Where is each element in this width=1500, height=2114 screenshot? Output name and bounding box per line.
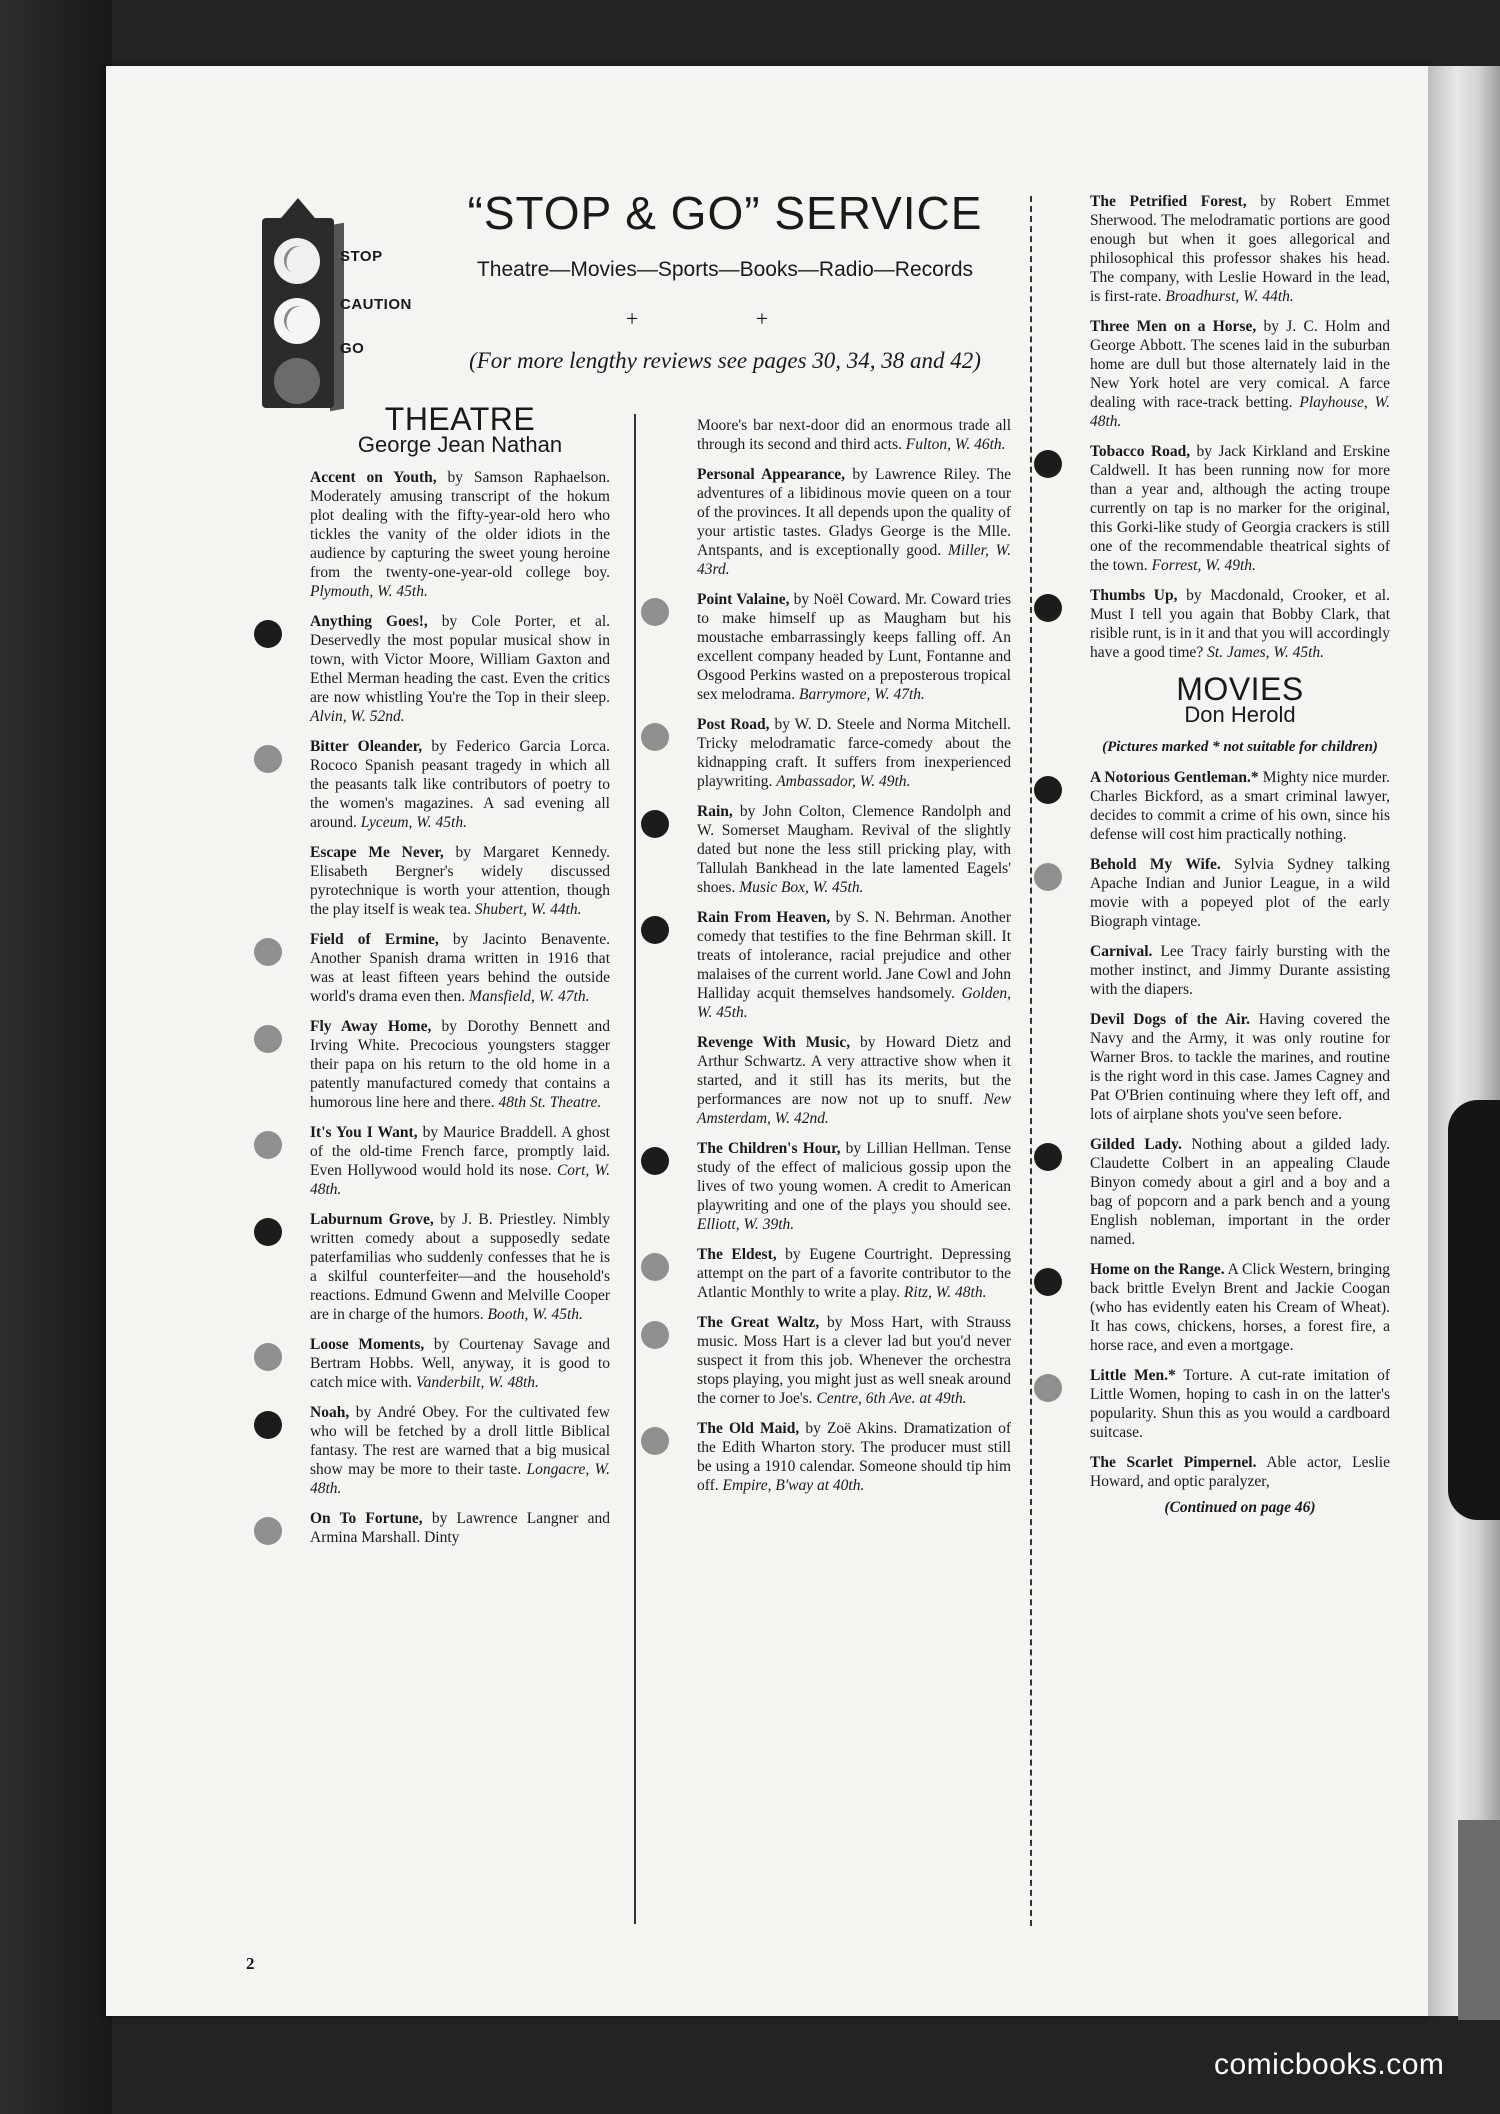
review-body: Moore's bar next-door did an enormous trade all through its second and third acts. xyxy=(697,417,1011,453)
review-body: by Howard Dietz and Arthur Schwartz. A very attractive show when it started, and it still has its merits, but the performances are now not up to snuff. xyxy=(697,1034,1011,1108)
review-entry xyxy=(1090,1010,1390,1124)
review-entry xyxy=(1090,586,1390,662)
review-entry xyxy=(1090,1260,1390,1355)
review-venue: Elliott, W. 39th. xyxy=(697,1216,795,1233)
stop-signal-icon xyxy=(254,620,282,648)
review-title: Gilded Lady. xyxy=(1090,1136,1182,1153)
review-venue: New Amsterdam, W. 42nd. xyxy=(697,1091,1011,1127)
stop-signal-icon xyxy=(641,810,669,838)
scan-edge xyxy=(1458,1820,1500,2020)
review-body: by Lawrence Langner and Armina Marshall. Dinty xyxy=(310,1510,610,1546)
review-venue: Broadhurst, W. 44th. xyxy=(1165,288,1294,305)
crosses-ornament: + + xyxy=(625,306,825,331)
review-venue: Music Box, W. 45th. xyxy=(739,879,864,896)
review-venue: St. James, W. 45th. xyxy=(1207,644,1325,661)
review-entry xyxy=(310,1509,610,1547)
column-divider xyxy=(634,414,636,1924)
review-title: Loose Moments, xyxy=(310,1336,425,1353)
review-title: Noah, xyxy=(310,1404,350,1421)
review-entry xyxy=(1090,1453,1390,1491)
watermark: comicbooks.com xyxy=(1214,2048,1445,2081)
review-entry xyxy=(310,737,610,832)
review-entry xyxy=(310,1210,610,1324)
go-label: GO xyxy=(340,340,365,357)
review-entry xyxy=(697,416,1011,454)
review-entry xyxy=(697,715,1011,791)
review-body: by Jack Kirkland and Erskine Caldwell. It has been running now for more than a year and, although the acting troupe currently on tap is no marker for the original, this Gorki-like study of Georgia crackers is still one of the recommendable theatrical sights of the town. xyxy=(1090,443,1390,574)
review-entry xyxy=(310,1017,610,1112)
review-venue: Fulton, W. 46th. xyxy=(905,436,1006,453)
review-body: Lee Tracy fairly bursting with the mother instinct, and Jimmy Durante assisting with the diapers. xyxy=(1090,943,1390,998)
review-title: The Old Maid, xyxy=(697,1420,800,1437)
review-title: Tobacco Road, xyxy=(1090,443,1191,460)
review-body: by Maurice Braddell. A ghost of the old-time French farce, promptly laid. Even Hollywood would hold its nose. xyxy=(310,1124,610,1179)
review-entry xyxy=(1090,942,1390,999)
review-entry xyxy=(697,908,1011,1022)
movie-entries xyxy=(1090,768,1390,1491)
review-title: Field of Ermine, xyxy=(310,931,439,948)
stop-signal-icon xyxy=(1034,1268,1062,1296)
review-venue: Miller, W. 43rd. xyxy=(697,542,1011,578)
column-2 xyxy=(697,416,1011,1506)
review-title: Three Men on a Horse, xyxy=(1090,318,1257,335)
stop-signal-icon xyxy=(641,916,669,944)
review-venue: Ambassador, W. 49th. xyxy=(776,773,911,790)
review-body: by J. B. Priestley. Nimbly written comedy about a supposedly sedate paterfamilias who suddenly confesses that he is a skilful counterfeiter—and the household's reactions. Edmund Gwenn and Melville Cooper are in charge of the humors. xyxy=(310,1211,610,1323)
caution-signal-icon xyxy=(641,1427,669,1455)
review-entry xyxy=(310,843,610,919)
review-entry xyxy=(310,468,610,601)
review-title: On To Fortune, xyxy=(310,1510,423,1527)
review-body: by Margaret Kennedy. Elisabeth Bergner's widely discussed pyrotechnique is worth your attention, though the play itself is weak tea. xyxy=(310,844,611,918)
continued-note: (Continued on page 46) xyxy=(1164,1499,1316,1516)
review-venue: Empire, B'way at 40th. xyxy=(722,1477,865,1494)
scan-shadow xyxy=(1448,1100,1500,1520)
stop-lamp-icon xyxy=(274,238,320,284)
review-entry xyxy=(310,1335,610,1392)
review-body: by S. N. Behrman. Another comedy that testifies to the fine Behrman skill. It treats of intolerance, racial prejudice and other malaises of the current world. Jane Cowl and John Halliday acquit themselves handsomely. xyxy=(697,909,1011,1002)
review-venue: Cort, W. 48th. xyxy=(310,1162,610,1198)
review-title: Little Men.* xyxy=(1090,1367,1176,1384)
caution-signal-icon xyxy=(641,1253,669,1281)
stop-signal-icon xyxy=(1034,776,1062,804)
review-body: by André Obey. For the cultivated few who will be fetched by a droll little Biblical fantasy. The rest are warned that a big musical show may be more to their taste. xyxy=(310,1404,610,1478)
review-entry xyxy=(1090,1366,1390,1442)
review-venue: Barrymore, W. 47th. xyxy=(799,686,925,703)
review-venue: Longacre, W. 48th. xyxy=(310,1461,610,1497)
caution-label: CAUTION xyxy=(340,296,412,313)
review-title: Bitter Oleander, xyxy=(310,738,423,755)
review-title: The Great Waltz, xyxy=(697,1314,820,1331)
review-entry xyxy=(697,1033,1011,1128)
review-title: Thumbs Up, xyxy=(1090,587,1178,604)
review-title: Accent on Youth, xyxy=(310,469,437,486)
stop-signal-icon xyxy=(1034,450,1062,478)
caution-signal-icon xyxy=(641,598,669,626)
review-body: Mighty nice murder. Charles Bickford, as a smart criminal lawyer, decides to commit a crime of his own, since his defense will cost him practically nothing. xyxy=(1090,769,1390,843)
review-title: The Scarlet Pimpernel. xyxy=(1090,1454,1257,1471)
review-body: by Federico Garcia Lorca. Rococo Spanish peasant tragedy in which all the peasants talk like contributors of poetry to the women's magazines. A sad evening all around. xyxy=(310,738,610,831)
review-body: by Zoë Akins. Dramatization of the Edith Wharton story. The producer must still be using a 1910 calendar. Someone should tip him off. xyxy=(697,1420,1011,1494)
review-body: by Macdonald, Crooker, et al. Must I tell you again that Bobby Clark, that risible runt, is in it and that you will accordingly have a good time? xyxy=(1090,587,1390,661)
review-body: Having covered the Navy and the Army, it was only routine for Warner Bros. to tackle the marines, and routine is the right word in this case. James Cagney and Pat O'Brien continuing where they left off, and lots of airplane shots you've seen before. xyxy=(1090,1011,1390,1123)
review-body: by Samson Raphaelson. Moderately amusing transcript of the hokum plot dealing with the fifty-year-old hero who tickles the vanity of the older idiots in the audience by capturing the sweet young heroine from the twenty-one-year-old college boy. xyxy=(310,469,610,581)
review-title: Home on the Range. xyxy=(1090,1261,1225,1278)
review-title: Laburnum Grove, xyxy=(310,1211,434,1228)
review-venue: Alvin, W. 52nd. xyxy=(310,708,405,725)
stop-signal-icon xyxy=(254,1411,282,1439)
column-divider xyxy=(1030,196,1032,1926)
review-entry xyxy=(697,1313,1011,1408)
review-title: The Petrified Forest, xyxy=(1090,193,1247,210)
caution-lamp-icon xyxy=(274,298,320,344)
review-entry xyxy=(310,1403,610,1498)
review-body: by Eugene Courtright. Depressing attempt on the part of a favorite contributor to the Atlantic Monthly to write a play. xyxy=(697,1246,1011,1301)
review-title: Post Road, xyxy=(697,716,770,733)
review-title: Behold My Wife. xyxy=(1090,856,1221,873)
review-body: Torture. A cut-rate imitation of Little Women, hoping to cash in on the latter's popularity. Shun this as you would a cardboard suitcase. xyxy=(1090,1367,1390,1441)
review-title: The Eldest, xyxy=(697,1246,777,1263)
review-title: Devil Dogs of the Air. xyxy=(1090,1011,1250,1028)
scan-background xyxy=(0,0,112,2114)
review-entry xyxy=(1090,442,1390,575)
review-title: Revenge With Music, xyxy=(697,1034,851,1051)
stop-signal-icon xyxy=(641,1147,669,1175)
caution-signal-icon xyxy=(641,723,669,751)
stop-label: STOP xyxy=(340,248,383,265)
movies-heading: MOVIES xyxy=(1176,671,1304,707)
theatre-heading: THEATRE xyxy=(384,401,536,437)
page-number: 2 xyxy=(246,1954,255,1973)
review-body: by Dorothy Bennett and Irving White. Precocious youngsters stagger their papa on his return to the old home in a patently manufactured comedy that contains a humorous line here and there. xyxy=(310,1018,610,1111)
column-1 xyxy=(310,401,611,1558)
review-entry xyxy=(697,1419,1011,1495)
reviews-note: (For more lengthy reviews see pages 30, 34, 38 and 42) xyxy=(469,348,981,373)
sections-line: Theatre—Movies—Sports—Books—Radio—Records xyxy=(476,258,973,281)
review-title: Fly Away Home, xyxy=(310,1018,432,1035)
review-venue: Plymouth, W. 45th. xyxy=(310,583,428,600)
review-entry xyxy=(1090,317,1390,431)
review-entry xyxy=(1090,855,1390,931)
theatre-entries xyxy=(310,468,610,1547)
theatre-entries-continued xyxy=(697,416,1011,1495)
movies-critic: Don Herold xyxy=(1184,702,1296,727)
page-title: “STOP & GO” SERVICE xyxy=(467,187,983,239)
caution-signal-icon xyxy=(254,1025,282,1053)
caution-signal-icon xyxy=(641,1321,669,1349)
review-body: Sylvia Sydney talking Apache Indian and Junior League, in a wild movie with a popeyed plot of the early Biograph vintage. xyxy=(1090,856,1390,930)
caution-signal-icon xyxy=(254,1517,282,1545)
review-venue: Ritz, W. 48th. xyxy=(903,1284,987,1301)
review-venue: Mansfield, W. 47th. xyxy=(469,988,590,1005)
review-body: by Courtenay Savage and Bertram Hobbs. Well, anyway, it is good to catch mice with. xyxy=(310,1336,610,1391)
stop-signal-icon xyxy=(1034,594,1062,622)
review-entry xyxy=(697,1245,1011,1302)
review-title: It's You I Want, xyxy=(310,1124,418,1141)
review-title: A Notorious Gentleman.* xyxy=(1090,769,1259,786)
review-entry xyxy=(697,590,1011,704)
review-venue: Lyceum, W. 45th. xyxy=(360,814,467,831)
review-title: The Children's Hour, xyxy=(697,1140,841,1157)
review-venue: Centre, 6th Ave. at 49th. xyxy=(816,1390,967,1407)
caution-signal-icon xyxy=(254,1131,282,1159)
review-body: by Lillian Hellman. Tense study of the effect of malicious gossip upon the lives of two young women. A credit to American playwriting and one of the plays you should see. xyxy=(697,1140,1011,1214)
movies-note: (Pictures marked * not suitable for children) xyxy=(1102,739,1378,755)
review-body: by Moss Hart, with Strauss music. Moss Hart is a clever lad but you'd never suspect it from this job. Whenever the orchestra stops playing, you might just as well sneak around the corner to Joe's. xyxy=(697,1314,1011,1407)
review-venue: 48th St. Theatre. xyxy=(498,1094,602,1111)
column-3 xyxy=(1090,192,1390,1517)
theatre-critic: George Jean Nathan xyxy=(357,432,563,457)
review-body: by Jacinto Benavente. Another Spanish drama written in 1916 that was at least fifteen years behind the outside world's drama even then. xyxy=(310,931,610,1005)
go-lamp-icon xyxy=(274,358,320,404)
review-entry xyxy=(310,1123,610,1199)
caution-signal-icon xyxy=(1034,863,1062,891)
review-entry xyxy=(697,1139,1011,1234)
review-body: Nothing about a gilded lady. Claudette Colbert in an appealing Claude Binyon comedy about a girl and a boy and a bag of popcorn and a park bench and a young English nobleman, important in the order named. xyxy=(1090,1136,1390,1248)
review-body: A Click Western, bringing back brittle Evelyn Brent and Jackie Coogan (who has evidently eaten his Cream of Wheat). It has cows, chickens, horses, a forest fire, a horse race, and even a mortgage. xyxy=(1090,1261,1390,1354)
review-venue: Playhouse, W. 48th. xyxy=(1090,394,1390,430)
review-entry xyxy=(697,802,1011,897)
review-title: Carnival. xyxy=(1090,943,1153,960)
review-title: Point Valaine, xyxy=(697,591,790,608)
review-venue: Forrest, W. 49th. xyxy=(1151,557,1256,574)
review-title: Rain From Heaven, xyxy=(697,909,831,926)
review-body: by J. C. Holm and George Abbott. The scenes laid in the suburban home are dull but those alternately laid in the New York hotel are very comical. A farce dealing with race-track betting. xyxy=(1090,318,1390,411)
review-venue: Booth, W. 45th. xyxy=(487,1306,583,1323)
theatre-entries-final xyxy=(1090,192,1390,662)
review-title: Personal Appearance, xyxy=(697,466,846,483)
review-venue: Vanderbilt, W. 48th. xyxy=(415,1374,539,1391)
review-title: Rain, xyxy=(697,803,733,820)
review-body: by Lawrence Riley. The adventures of a libidinous movie queen on a tour of the provinces. It all depends upon the quality of your artistic tastes. Gladys George is the Mlle. Antspants, and is exceptionally good. xyxy=(697,466,1012,559)
review-body: by Noël Coward. Mr. Coward tries to make himself up as Maugham but his moustache embarrassingly keeps falling off. An excellent company headed by Lunt, Fontanne and Osgood Perkins wasted on a preposterous tropical sex melodrama. xyxy=(697,591,1011,703)
review-entry xyxy=(1090,768,1390,844)
review-entry xyxy=(1090,1135,1390,1249)
review-entry xyxy=(1090,192,1390,306)
caution-signal-icon xyxy=(254,1343,282,1371)
stop-signal-icon xyxy=(1034,1143,1062,1171)
binding-edge xyxy=(1428,66,1500,2016)
review-title: Anything Goes!, xyxy=(310,613,428,630)
caution-signal-icon xyxy=(1034,1374,1062,1402)
review-body: Able actor, Leslie Howard, and optic paralyzer, xyxy=(1090,1454,1390,1490)
stop-signal-icon xyxy=(254,1218,282,1246)
caution-signal-icon xyxy=(254,745,282,773)
review-venue: Shubert, W. 44th. xyxy=(474,901,582,918)
caution-signal-icon xyxy=(254,938,282,966)
review-body: by Robert Emmet Sherwood. The melodramatic portions are good enough but when it goes allegorical and philosophical this professor shakes his head. The company, with Leslie Howard in the lead, is first-rate. xyxy=(1090,193,1390,305)
review-entry xyxy=(697,465,1011,579)
review-title: Escape Me Never, xyxy=(310,844,444,861)
review-venue: Golden, W. 45th. xyxy=(697,985,1011,1021)
review-body: by John Colton, Clemence Randolph and W. Somerset Maugham. Revival of the slightly dated but none the less still pricking play, with Tallulah Bankhead in the late lamented Eagels' shoes. xyxy=(697,803,1011,896)
review-entry xyxy=(310,930,610,1006)
review-entry xyxy=(310,612,610,726)
review-body: by W. D. Steele and Norma Mitchell. Tricky melodramatic farce-comedy about the kidnapping craft. It suffers from inexperienced playwriting. xyxy=(697,716,1011,790)
review-body: by Cole Porter, et al. Deservedly the most popular musical show in town, with Victor Moore, William Gaxton and Ethel Merman heading the cast. Even the critics are now whistling You're the Top in their sleep. xyxy=(310,613,611,706)
